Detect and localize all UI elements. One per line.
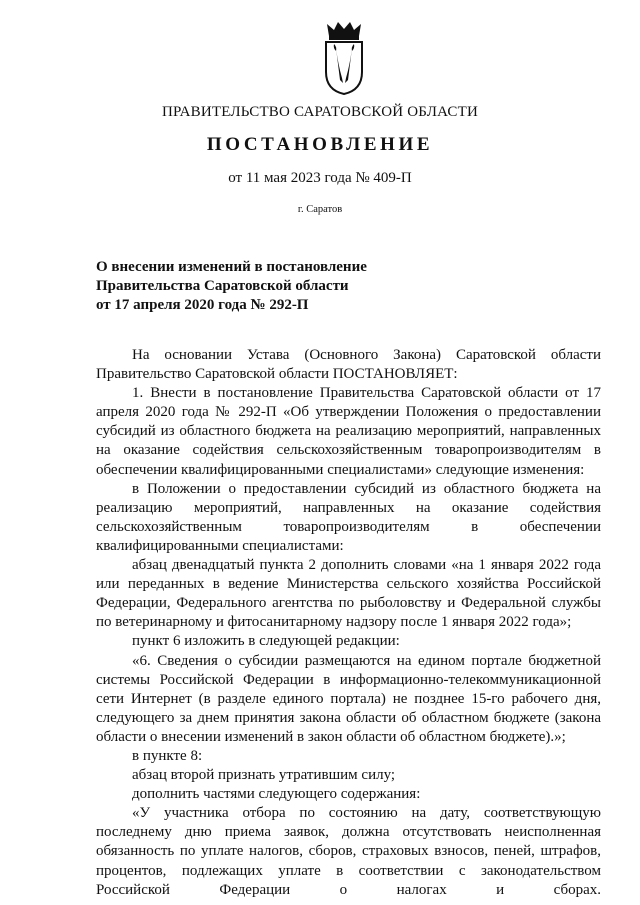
paragraph-point-6-intro: пункт 6 изложить в следующей редакции: (132, 633, 400, 650)
coat-of-arms-icon (321, 20, 367, 96)
paragraph-point-6-text: «6. Сведения о субсидии размещаются на едином портале бюджетной системы Российской Федерации в информационно-телекоммуникационной сети Интернет (в разделе единого портала) не позднее 15-го рабочего дня, следующего за днем принятия закона области об областном бюджете (закона области о внесении изменений в закон области об областном бюджете).»; (96, 652, 601, 745)
subject-line: от 17 апреля 2020 года № 292-П (96, 297, 309, 313)
subject-line: Правительства Саратовской области (96, 278, 349, 294)
paragraph-item-1: 1. Внести в постановление Правительства Саратовской области от 17 апреля 2020 года № 292-П «Об утверждении Положения о предоставлении субсидий из областного бюджета на реализацию мероприятий, направленных на оказание содействия сельскохозяйственным товаропроизводителям в обеспечении квалифицированными специалистами» следующие изменения: (96, 385, 601, 478)
document-type: ПОСТАНОВЛЕНИЕ (206, 134, 434, 155)
paragraph-point-8-text: «У участника отбора по состоянию на дату, соответствующую последнему дню приема заявок, должна отсутствовать неисполненная обязанность по уплате налогов, сборов, страховых взносов, пеней, штрафов, процентов, подлежащих уплате в соответствии с законодательством Российской Федерации о налогах и сборах. (96, 805, 601, 898)
paragraph-point-8-repeal: абзац второй признать утратившим силу; (132, 767, 396, 784)
paragraph-regulation: в Положении о предоставлении субсидий из областного бюджета на реализацию мероприятий, направленных на оказание содействия сельскохозяйственным товаропроизводителям в обеспечении квалифицированными специалистами: (96, 480, 601, 554)
paragraph-basis-line1: На основании Устава (Основного Закона) Саратовской области (132, 347, 601, 363)
paragraph-basis-line2: Правительство Саратовской области ПОСТАНОВЛЯЕТ: (96, 366, 458, 383)
paragraph-point-8-add: дополнить частями следующего содержания: (132, 786, 421, 803)
government-name: ПРАВИТЕЛЬСТВО САРАТОВСКОЙ ОБЛАСТИ (161, 104, 479, 120)
document-subject (96, 258, 416, 315)
paragraph-point-8-intro: в пункте 8: (132, 747, 203, 764)
document-city: г. Саратов (297, 204, 343, 215)
document-body (96, 346, 601, 900)
subject-line: О внесении изменений в постановление (96, 259, 367, 275)
paragraph-point-2: абзац двенадцатый пункта 2 дополнить словами «на 1 января 2022 года или переданных в ведение Министерства сельского хозяйства Российской Федерации, Федерального агентства по рыболовству и Федеральной службы по ветеринарному и фитосанитарному надзору после 1 января 2022 года»; (96, 557, 601, 631)
document-dateline: от 11 мая 2023 года № 409-П (228, 170, 412, 186)
